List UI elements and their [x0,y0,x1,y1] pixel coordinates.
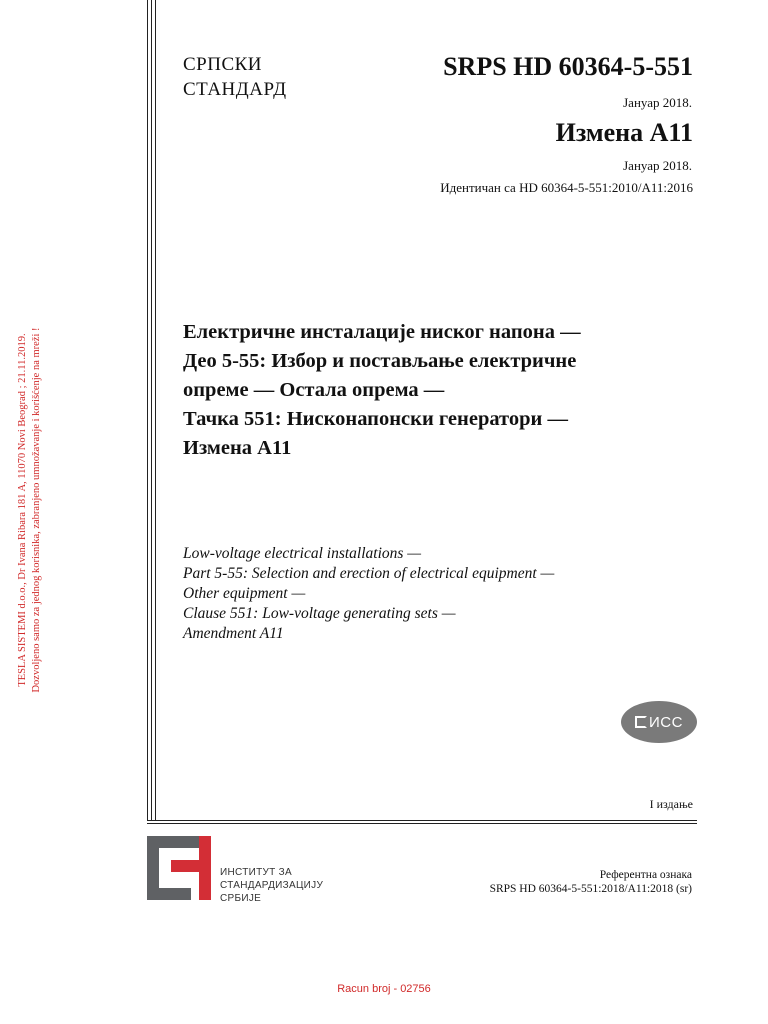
title-serbian-line: опреме — Остала опрема — [183,379,445,401]
institute-name-line1: ИНСТИТУТ ЗА [220,867,292,878]
title-english-line: Clause 551: Low-voltage generating sets — [183,605,456,622]
top-divider [147,820,697,821]
title-serbian-line: Тачка 551: Нисконапонски генератори — [183,408,568,430]
reference-label: Референтна ознака [599,869,692,881]
title-serbian [183,318,703,463]
document-type-line2: СТАНДАРД [183,79,287,100]
iss-logo-text: ИСС [649,713,683,731]
title-serbian-line: Део 5-55: Избор и постављање електричне [183,350,577,372]
bottom-divider [147,823,697,824]
document-type-line1: СРПСКИ [183,54,263,75]
title-english-line: Amendment A11 [183,625,284,642]
license-watermark-line1: TESLA SISTEMI d.o.o., Dr Ivana Ribara 181 A, 11070 Novi Beograd ; 21.11.2019. [17,333,28,687]
institute-name [220,866,323,905]
standard-date: Јануар 2018. [623,95,692,110]
title-serbian-line: Електричне инсталације ниског напона — [183,321,581,343]
identical-with: Идентичан са HD 60364-5-551:2010/A11:2016 [440,180,693,195]
title-english-line: Low-voltage electrical installations — [183,545,422,562]
document-type [183,52,287,102]
left-border-line-inner [151,0,152,820]
left-border-line-outer [147,0,148,820]
standard-code: SRPS HD 60364-5-551 [443,52,693,81]
invoice-number: Racun broj - 02756 [337,983,431,995]
license-watermark [0,0,60,1024]
left-border-line-3 [155,0,156,820]
edition-label: I издање [649,797,693,811]
institute-name-line3: СРБИЈЕ [220,893,262,904]
title-english-line: Part 5-55: Selection and erection of electrical equipment — [183,565,555,582]
title-english-line: Other equipment — [183,585,306,602]
institute-name-line2: СТАНДАРДИЗАЦИЈУ [220,880,324,891]
amendment-date: Јануар 2018. [623,158,692,173]
iss-logo [621,701,697,743]
iss-logo-mark-icon [635,716,647,728]
institute-logo-icon [147,836,211,900]
title-english [183,544,703,644]
title-serbian-line: Измена А11 [183,437,292,459]
license-watermark-line2: Dozvoljeno samo za jednog korisnika, zabranjeno umnožavanje i korišćenje na mreži ! [31,327,42,693]
reference-code: SRPS HD 60364-5-551:2018/A11:2018 (sr) [489,883,692,895]
amendment-title: Измена А11 [555,118,693,147]
